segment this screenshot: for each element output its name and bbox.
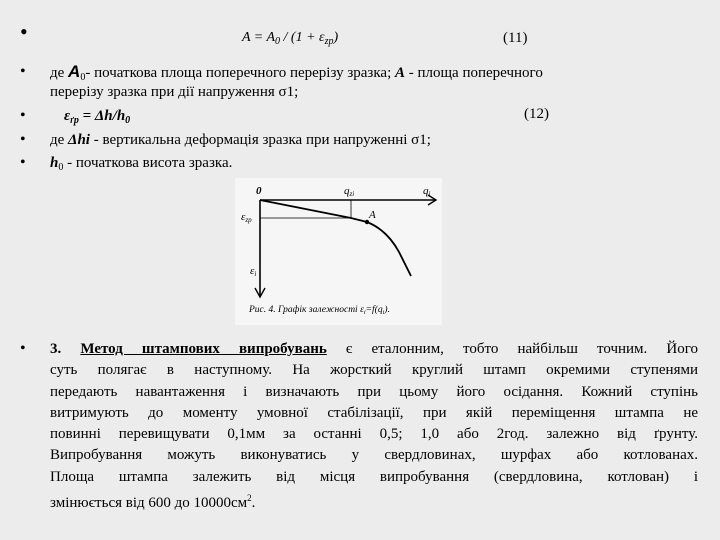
formula-11-rhs-sub: zp <box>324 36 334 47</box>
method-line-8-sup: 2 <box>247 493 252 504</box>
origin-label: 0 <box>256 185 262 197</box>
bullet-def-h0: • <box>20 154 26 171</box>
formula-11-rhs-close: ) <box>333 30 339 45</box>
def-h0-symbol: h <box>50 155 59 171</box>
equation-number-11: (11) <box>503 30 528 46</box>
def-h0-symbol-sub: 0 <box>58 162 64 173</box>
method-line-7: Площа штампа залежить від місця випробування (свердловина, котлован) і <box>50 468 698 485</box>
deformation-curve <box>260 200 411 276</box>
figure-deformation-graph <box>235 178 442 325</box>
method-line-8 <box>50 488 698 514</box>
def-dh-text: - вертикальна деформація зразка при напруженні σ1; <box>89 132 431 148</box>
def-a0-symbol: A <box>68 62 81 81</box>
def-a0-prefix: де <box>50 65 69 81</box>
bullet-def-a0: • <box>20 63 26 80</box>
point-a-label: A <box>369 209 376 221</box>
method-line-1 <box>50 339 698 360</box>
qzi-label: qzi <box>344 185 355 198</box>
formula-12-eps: ε <box>64 108 71 124</box>
method-line-4: витримують до моменту умовної стабілізації, при якій переміщення штампа не <box>50 404 698 421</box>
method-line-3: передають навантаження і визначають при цьому його осідання. Кожний ступінь <box>50 383 698 400</box>
formula-12-text: = Δh/h <box>78 108 126 124</box>
def-a0-symbol2: A <box>394 65 405 81</box>
method-line-5: повинні перевищувати 0,1мм за останні 0,5; 1,0 або 2год. залежно від ґрунту. <box>50 426 698 443</box>
def-a0-text2: - площа поперечного <box>405 65 543 81</box>
method-line-6: Випробування можуть виконуватись у свердловинах, шурфах або котлованах. <box>50 447 698 464</box>
def-dh-prefix: де <box>50 132 69 148</box>
formula-12-text-sub: 0 <box>125 115 131 126</box>
qi-label: qi <box>423 185 431 198</box>
bullet-formula-11: • <box>20 19 28 44</box>
formula-12-eps-sub: ґр <box>70 115 79 126</box>
method-number: 3. <box>50 341 62 357</box>
method-line-8-end: . <box>251 495 256 512</box>
definition-h0 <box>50 153 232 178</box>
formula-11 <box>242 28 338 52</box>
formula-12 <box>64 106 130 131</box>
ezp-label: εzp <box>241 211 252 224</box>
method-line-8-text: змінюється від 600 до 10000см <box>50 495 248 512</box>
formula-11-lhs-sub: 0 <box>275 36 281 47</box>
definition-a0-line2: перерізу зразка при дії напруження σ1; <box>50 84 299 100</box>
formula-11-lhs: A = A <box>242 30 276 45</box>
bullet-formula-12: • <box>20 107 26 124</box>
figure-caption: Рис. 4. Графік залежності $\varepsilon_і=f(q_і)$. <box>249 305 390 316</box>
definition-dh <box>50 130 431 150</box>
equation-number-12: (12) <box>524 106 549 122</box>
def-a0-symbol-sub: 0 <box>80 72 86 83</box>
method-line-2: суть полягає в наступному. На жорсткий круглий штамп окремими ступенями <box>50 362 698 379</box>
formula-11-rhs: / (1 + ε <box>280 30 325 45</box>
method-line-1-text: є еталонним, тобто найбільш точним. Його <box>326 341 699 357</box>
bullet-def-dh: • <box>20 131 26 148</box>
bullet-method: • <box>20 340 26 357</box>
method-paragraph <box>50 339 698 514</box>
method-title: Метод штампових випробувань <box>80 341 327 357</box>
def-dh-symbol: Δhі <box>68 132 90 148</box>
ei-label: εi <box>250 265 257 278</box>
graph-svg <box>235 178 442 325</box>
def-h0-text: - початкова висота зразка. <box>63 155 233 171</box>
def-a0-text: - початкова площа поперечного перерізу зразка; <box>85 65 395 81</box>
